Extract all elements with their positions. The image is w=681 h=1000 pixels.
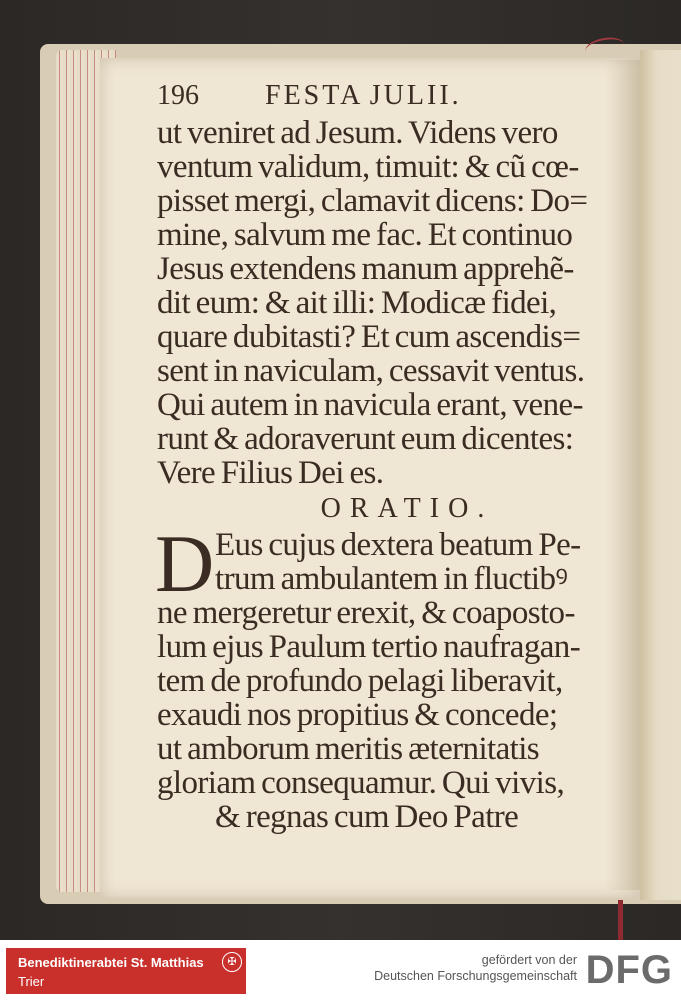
dfg-logo[interactable]: DFG — [585, 948, 673, 992]
text-line: Qui autem in navicula erant, vene- — [157, 387, 583, 423]
text-line: mine, salvum me fac. Et continuo — [157, 217, 573, 253]
text-line: ut veniret ad Jesum. Videns vero — [157, 115, 558, 151]
page-text — [157, 80, 617, 834]
prayer-line: trum ambulantem in fluctibꝰ — [215, 561, 568, 597]
institution-badge[interactable] — [6, 948, 246, 994]
facing-page-edge — [640, 50, 681, 900]
funding-statement — [374, 952, 577, 984]
ribbon-marker-bottom — [618, 900, 623, 940]
text-line: pisset mergi, clamavit dicens: Do= — [157, 183, 588, 219]
prayer-text — [157, 596, 617, 800]
institution-name: Benediktinerabtei St. Matthias — [18, 955, 204, 970]
prayer-last-line: & regnas cum Deo Patre — [215, 799, 519, 835]
funding-line-1: gefördert von der — [481, 953, 577, 967]
text-line: quare dubitasti? Et cum ascendis= — [157, 319, 581, 355]
gospel-text — [157, 116, 617, 490]
footer-bar — [0, 940, 681, 1000]
running-title: FESTA JULII. — [265, 80, 462, 111]
prayer-line: lum ejus Paulum tertio naufragan- — [157, 629, 581, 665]
abbey-emblem-icon: ✠ — [222, 952, 242, 972]
prayer-opening — [155, 518, 617, 609]
text-line: Vere Filius Dei es. — [157, 455, 384, 491]
page-number: 196 — [157, 80, 199, 111]
text-line: runt & adoraverunt eum dicentes: — [157, 421, 574, 457]
prayer-line: gloriam consequamur. Qui vivis, — [157, 765, 565, 801]
drop-cap: D — [155, 518, 214, 609]
prayer-first-lines — [155, 518, 617, 609]
oratio-heading: ORATIO. — [320, 493, 494, 524]
text-line: dit eum: & ait illi: Modicæ fidei, — [157, 285, 557, 321]
institution-city: Trier — [18, 974, 45, 989]
prayer-line: exaudi nos propitius & concede; — [157, 697, 558, 733]
text-line: ventum validum, timuit: & cũ cœ- — [157, 149, 579, 185]
funding-line-2: Deutschen Forschungsgemeinschaft — [374, 969, 577, 983]
text-line: Jesus extendens manum apprehẽ- — [157, 251, 574, 287]
prayer-line: ut amborum meritis æternitatis — [157, 731, 540, 767]
prayer-line: ne mergeretur erexit, & coaposto- — [157, 595, 575, 631]
prayer-line: tem de profundo pelagi liberavit, — [157, 663, 563, 699]
text-line: sent in naviculam, cessavit ventus. — [157, 353, 585, 389]
prayer-line: Eus cujus dextera beatum Pe- — [215, 527, 581, 563]
running-header — [157, 80, 617, 116]
